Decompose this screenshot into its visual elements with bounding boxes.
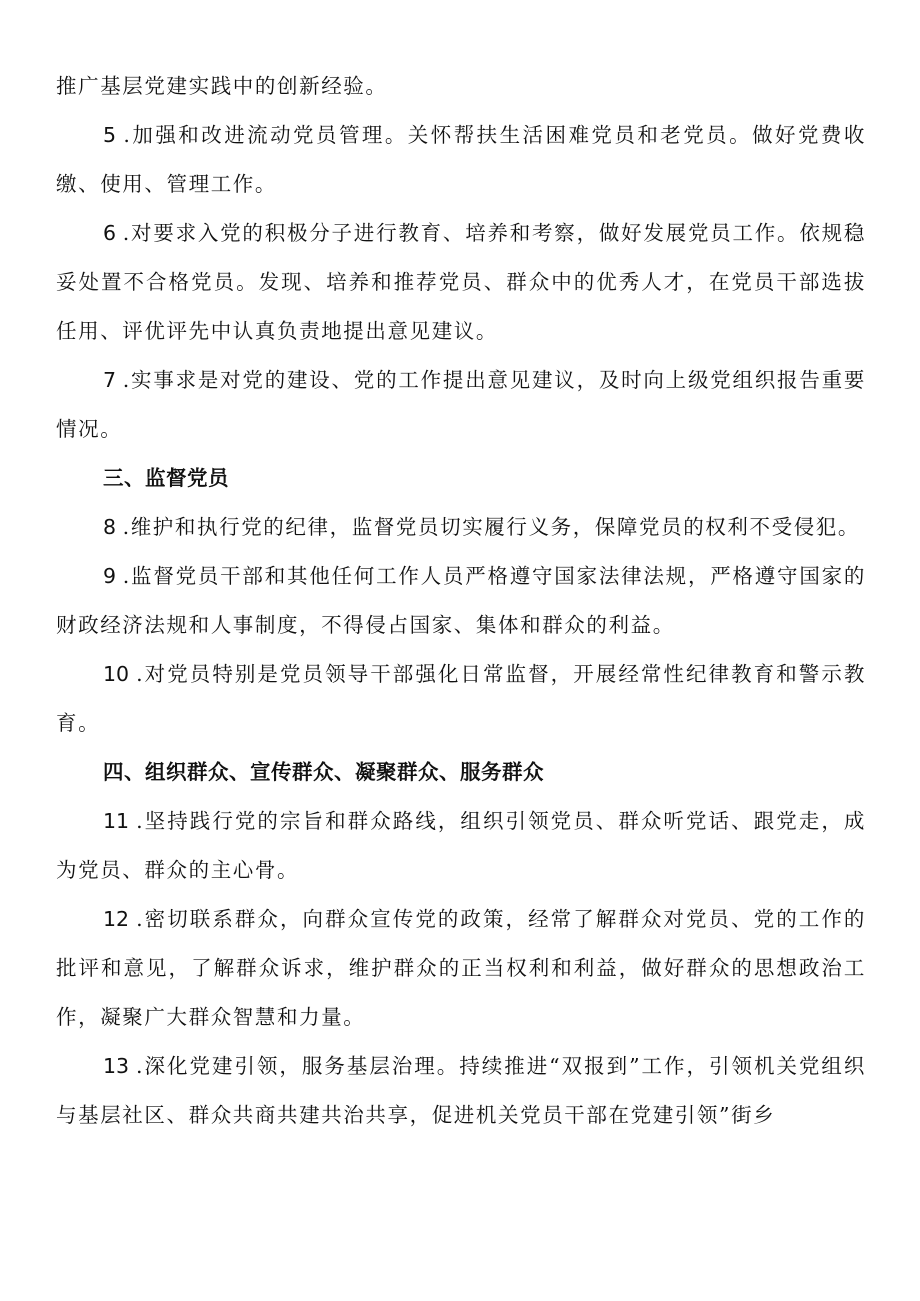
paragraph-item-13 [56, 1042, 866, 1140]
item-number: 13 [103, 1054, 130, 1078]
paragraph-item-7 [56, 356, 866, 454]
paragraph-text: .加强和改进流动党员管理。关怀帮扶生活困难党员和老党员。做好党费收缴、使用、管理工作。 [56, 123, 866, 196]
section-heading-supervise-members: 三、监督党员 [103, 466, 229, 490]
paragraph-item-8 [56, 503, 866, 552]
paragraph-item-10 [56, 650, 866, 748]
item-number: 5 [103, 123, 117, 147]
item-number: 12 [103, 907, 130, 931]
paragraph-text: .监督党员干部和其他任何工作人员严格遵守国家法律法规，严格遵守国家的财政经济法规和人事制度，不得侵占国家、集体和群众的利益。 [56, 564, 866, 637]
item-number: 11 [103, 809, 130, 833]
paragraph-text: .对党员特别是党员领导干部强化日常监督，开展经常性纪律教育和警示教育。 [56, 662, 866, 735]
paragraph-text: .深化党建引领，服务基层治理。持续推进“双报到”工作，引领机关党组织与基层社区、群众共商共建共治共享，促进机关党员干部在党建引领”街乡 [56, 1054, 866, 1127]
paragraph-text: .对要求入党的积极分子进行教育、培养和考察，做好发展党员工作。依规稳妥处置不合格党员。发现、培养和推荐党员、群众中的优秀人才，在党员干部选拔任用、评优评先中认真负责地提出意见建议。 [56, 221, 866, 343]
paragraph-text: .实事求是对党的建设、党的工作提出意见建议，及时向上级党组织报告重要情况。 [56, 368, 866, 441]
item-number: 7 [103, 368, 117, 392]
paragraph-item-11 [56, 797, 866, 895]
paragraph-text: .坚持践行党的宗旨和群众路线，组织引领党员、群众听党话、跟党走，成为党员、群众的主心骨。 [56, 809, 866, 882]
section-heading-organize-masses: 四、组织群众、宣传群众、凝聚群众、服务群众 [103, 760, 544, 784]
paragraph-continuation [56, 62, 866, 111]
paragraph-item-6 [56, 209, 866, 356]
paragraph-text: .密切联系群众，向群众宣传党的政策，经常了解群众对党员、党的工作的批评和意见，了解群众诉求，维护群众的正当权利和利益，做好群众的思想政治工作，凝聚广大群众智慧和力量。 [56, 907, 866, 1029]
item-number: 9 [103, 564, 117, 588]
document-body [56, 62, 866, 1140]
paragraph-item-9 [56, 552, 866, 650]
paragraph-text: 推广基层党建实践中的创新经验。 [56, 74, 388, 98]
paragraph-text: .维护和执行党的纪律，监督党员切实履行义务，保障党员的权利不受侵犯。 [122, 515, 860, 539]
item-number: 6 [103, 221, 117, 245]
paragraph-item-5 [56, 111, 866, 209]
paragraph-item-12 [56, 895, 866, 1042]
item-number: 10 [103, 662, 130, 686]
item-number: 8 [103, 515, 117, 539]
